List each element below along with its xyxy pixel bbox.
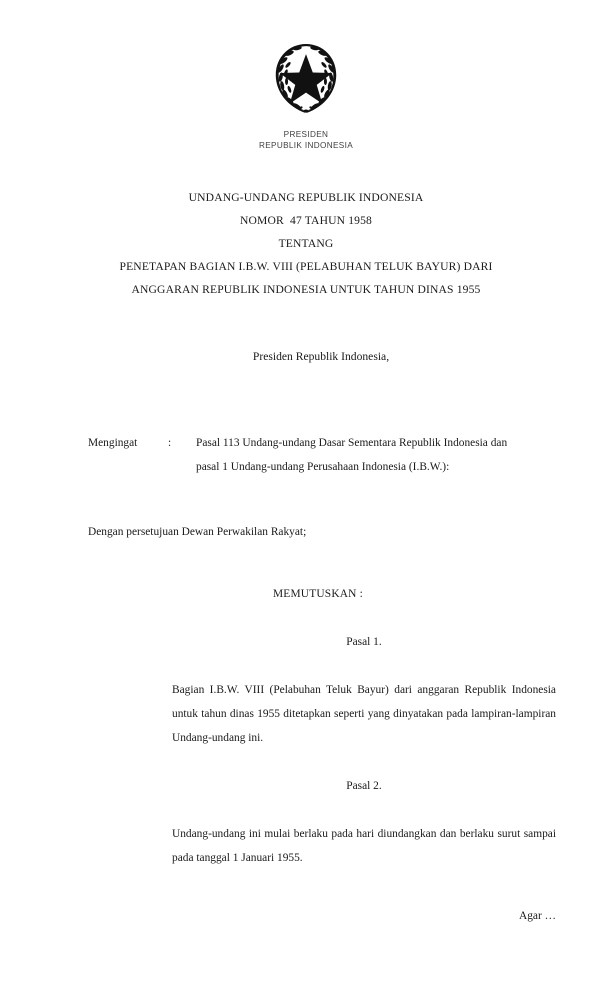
emblem-block — [0, 36, 612, 151]
title-line-about: TENTANG — [278, 237, 334, 250]
title-line-subject-1: PENETAPAN BAGIAN I.B.W. VIII (PELABUHAN TELUK BAYUR) DARI — [119, 260, 493, 273]
considerans-body — [196, 431, 556, 479]
article-1-body: Bagian I.B.W. VIII (Pelabuhan Teluk Bayur) dari anggaran Republik Indonesia untuk tahun dinas 1955 ditetapkan seperti yang dinyatakan pada lampiran-lampiran Undang-undang ini. — [172, 684, 556, 744]
approval-line: Dengan persetujuan Dewan Perwakilan Rakyat; — [88, 526, 307, 538]
article-1-heading: Pasal 1. — [346, 636, 382, 648]
opening-line: Presiden Republik Indonesia, — [252, 350, 390, 363]
article-2-heading: Pasal 2. — [346, 780, 382, 792]
articles-block — [172, 630, 556, 870]
title-line-subject-2: ANGGARAN REPUBLIK INDONESIA UNTUK TAHUN DINAS 1955 — [131, 283, 481, 296]
title-line-number-year: NOMOR 47 TAHUN 1958 — [240, 214, 372, 227]
considerans-colon: : — [168, 437, 172, 449]
indonesian-presidential-emblem-star-wreath — [270, 36, 342, 124]
document-title-block — [56, 186, 556, 301]
emblem-caption-line2: REPUBLIK INDONESIA — [258, 140, 354, 150]
considerans-clause — [88, 431, 556, 479]
article-2-body: Undang-undang ini mulai berlaku pada hari diundangkan dan berlaku surut sampai pada tanggal 1 Januari 1955. — [172, 828, 556, 864]
title-line-act-name: UNDANG-UNDANG REPUBLIK INDONESIA — [188, 191, 424, 204]
page-catchword: Agar … — [518, 910, 556, 922]
considerans-text-line-2: pasal 1 Undang-undang Perusahaan Indonesia (I.B.W.): — [196, 461, 450, 473]
emblem-caption — [0, 130, 612, 151]
emblem-caption-line1: PRESIDEN — [283, 130, 329, 139]
considerans-text-line-1: Pasal 113 Undang-undang Dasar Sementara Republik Indonesia dan — [196, 437, 508, 449]
considerans-label: Mengingat — [88, 437, 138, 449]
decision-heading: MEMUTUSKAN : — [272, 588, 364, 600]
